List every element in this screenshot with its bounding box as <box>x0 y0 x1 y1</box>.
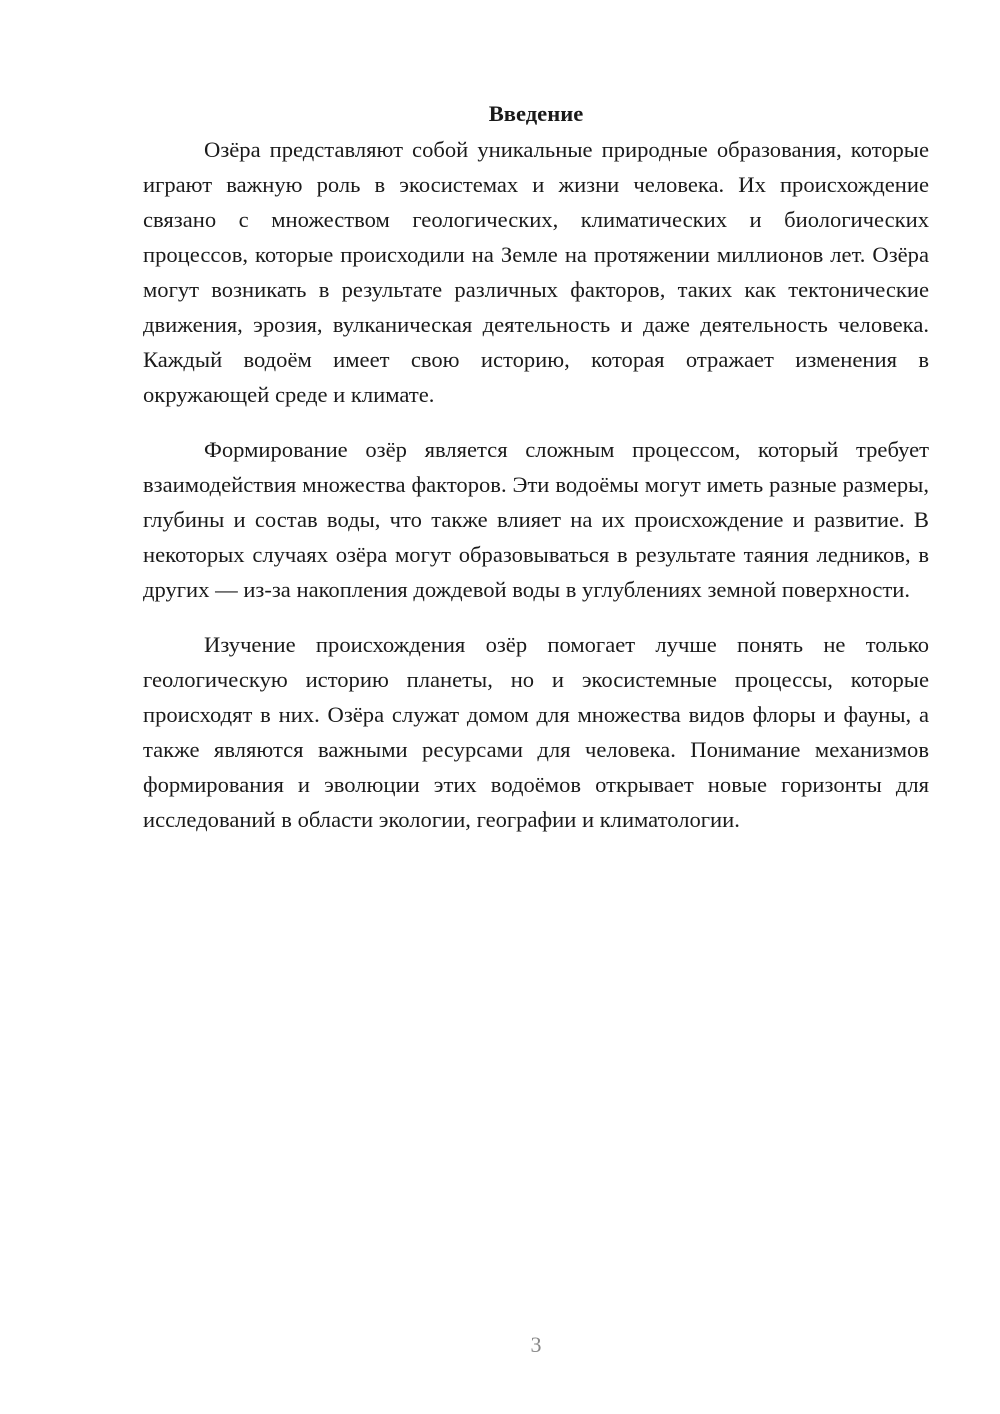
document-body <box>143 96 929 857</box>
paragraph-1: Озёра представляют собой уникальные природные образования, которые играют важную роль в экосистемах и жизни человека. Их происхождение связано с множеством геологических, климатических и биологических процессов, которые происходили на Земле на протяжении миллионов лет. Озёра могут возникать в результате различных факторов, таких как тектонические движения, эрозия, вулканическая деятельность и даже деятельность человека. Каждый водоём имеет свою историю, которая отражает изменения в окружающей среде и климате. <box>143 137 929 407</box>
paragraph-3: Изучение происхождения озёр помогает лучше понять не только геологическую историю планеты, но и экосистемные процессы, которые происходят в них. Озёра служат домом для множества видов флоры и фауны, а также являются важными ресурсами для человека. Понимание механизмов формирования и эволюции этих водоёмов открывает новые горизонты для исследований в области экологии, географии и климатологии. <box>143 632 929 832</box>
paragraph-2: Формирование озёр является сложным процессом, который требует взаимодействия множества факторов. Эти водоёмы могут иметь разные размеры, глубины и состав воды, что также влияет на их происхождение и развитие. В некоторых случаях озёра могут образовываться в результате таяния ледников, в других — из-за накопления дождевой воды в углублениях земной поверхности. <box>143 437 929 602</box>
page-number: 3 <box>530 1332 542 1357</box>
section-title: Введение <box>488 101 584 126</box>
